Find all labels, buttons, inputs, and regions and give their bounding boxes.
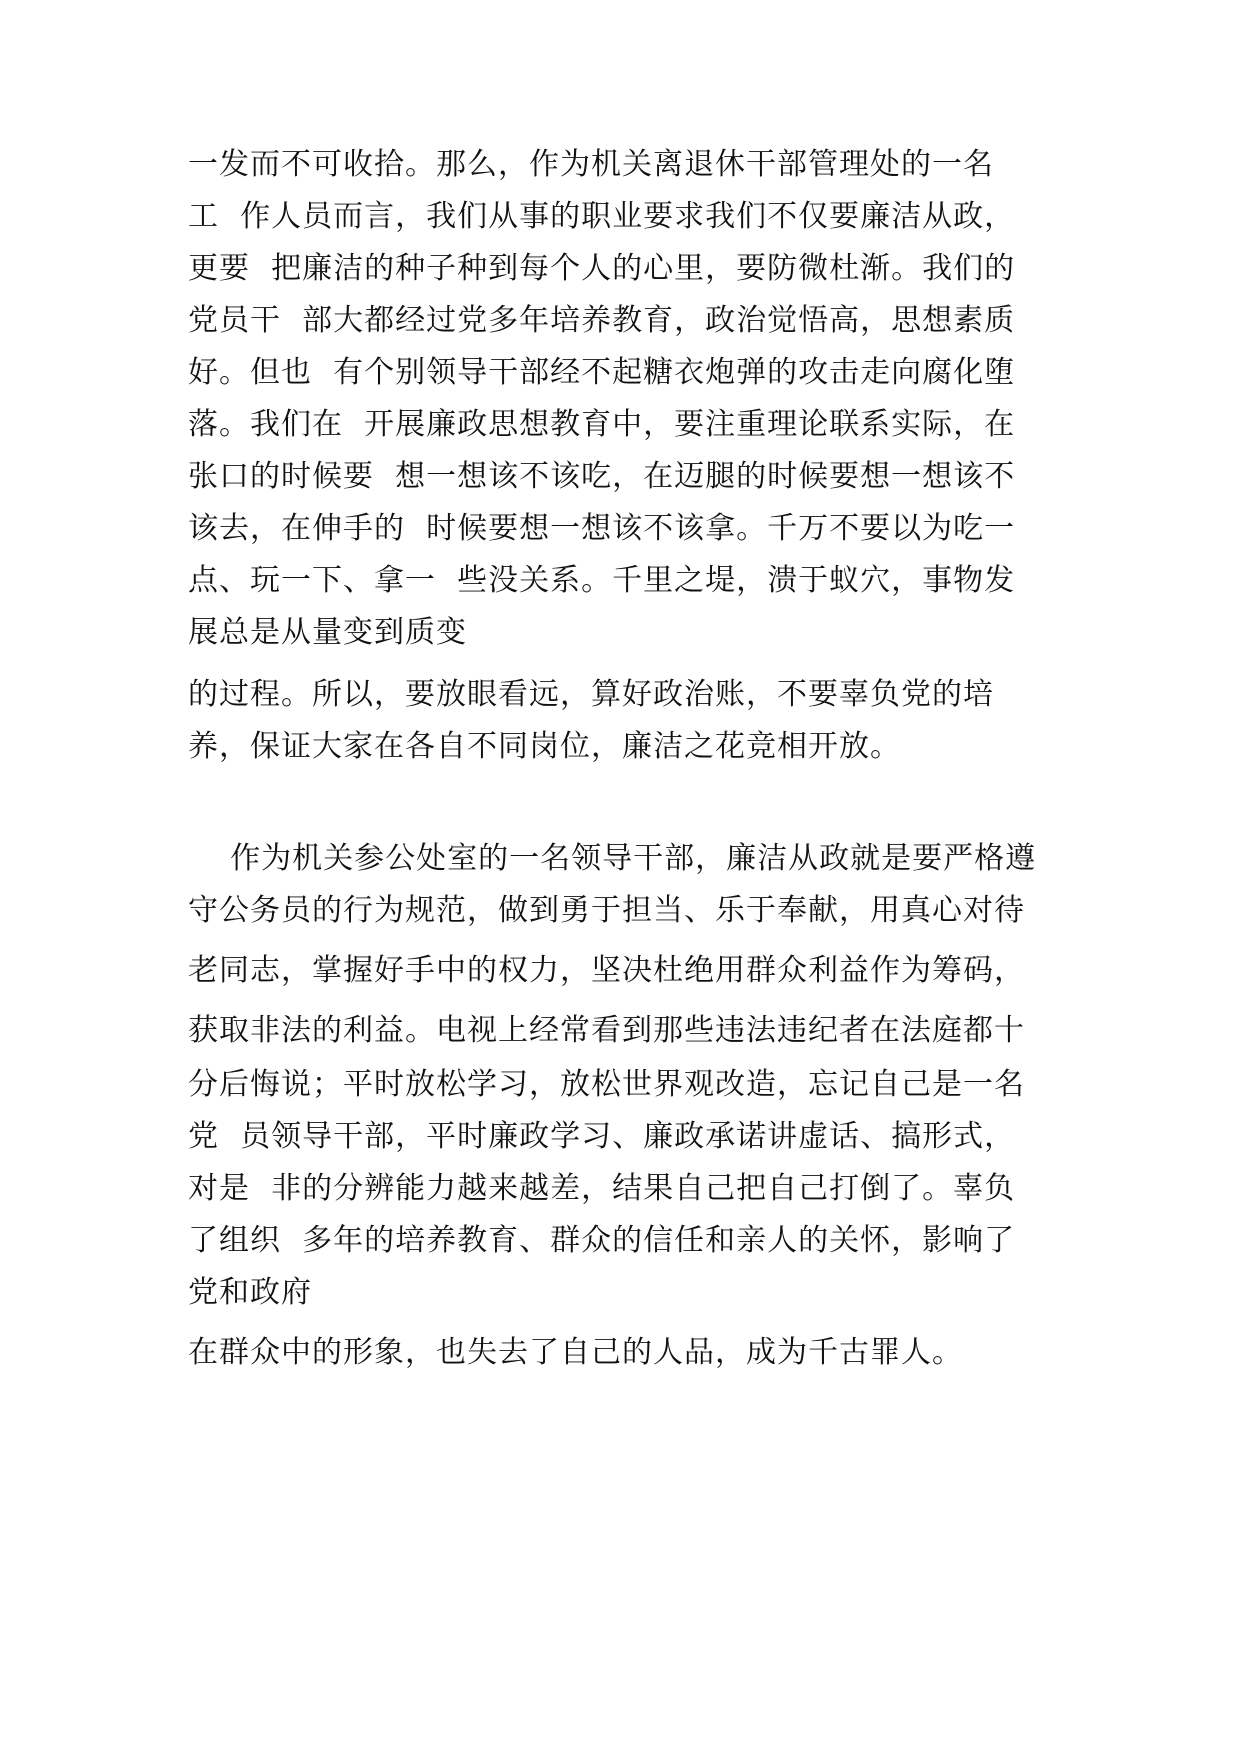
text-line: 更要 把廉洁的种子种到每个人的心里，要防微杜渐。我们的 [188,251,1016,286]
text-line: 工 作人员而言，我们从事的职业要求我们不仅要廉洁从政， [188,199,1016,234]
text-line: 一发而不可收拾。那么，作为机关离退休干部管理处的一名 [188,147,994,182]
text-line: 落。我们在 开展廉政思想教育中，要注重理论联系实际，在 [188,407,1016,442]
text-line: 展总是从量变到质变 [188,615,467,650]
text-line: 点、玩一下、拿一 些没关系。千里之堤，溃于蚁穴，事物发 [188,563,1016,598]
text-line: 老同志，掌握好手中的权力，坚决杜绝用群众利益作为筹码， [188,953,1025,988]
text-line: 党和政府 [188,1275,312,1310]
text-line: 党员干 部大都经过党多年培养教育，政治觉悟高，思想素质 [188,303,1016,338]
paragraph-start-line: 作为机关参公处室的一名领导干部，廉洁从政就是要严格遵 [188,841,1037,876]
text-line: 养，保证大家在各自不同岗位，廉洁之花竞相开放。 [188,729,901,764]
text-line: 分后悔说；平时放松学习，放松世界观改造，忘记自己是一名 [188,1067,1025,1102]
text-line: 对是 非的分辨能力越来越差，结果自己把自己打倒了。辜负 [188,1171,1016,1206]
text-line: 了组织 多年的培养教育、群众的信任和亲人的关怀，影响了 [188,1223,1016,1258]
text-line: 好。但也 有个别领导干部经不起糖衣炮弹的攻击走向腐化堕 [188,355,1016,390]
text-line: 在群众中的形象，也失去了自己的人品，成为千古罪人。 [188,1335,963,1370]
text-line: 党 员领导干部，平时廉政学习、廉政承诺讲虚话、搞形式， [188,1119,1016,1154]
text-line: 获取非法的利益。电视上经常看到那些违法违纪者在法庭都十 [188,1013,1025,1048]
text-line: 守公务员的行为规范，做到勇于担当、乐于奉献，用真心对待 [188,893,1025,928]
text-line: 该去，在伸手的 时候要想一想该不该拿。千万不要以为吃一 [188,511,1016,546]
text-line: 张口的时候要 想一想该不该吃，在迈腿的时候要想一想该不 [188,459,1016,494]
text-line: 的过程。所以，要放眼看远，算好政治账，不要辜负党的培 [188,677,994,712]
